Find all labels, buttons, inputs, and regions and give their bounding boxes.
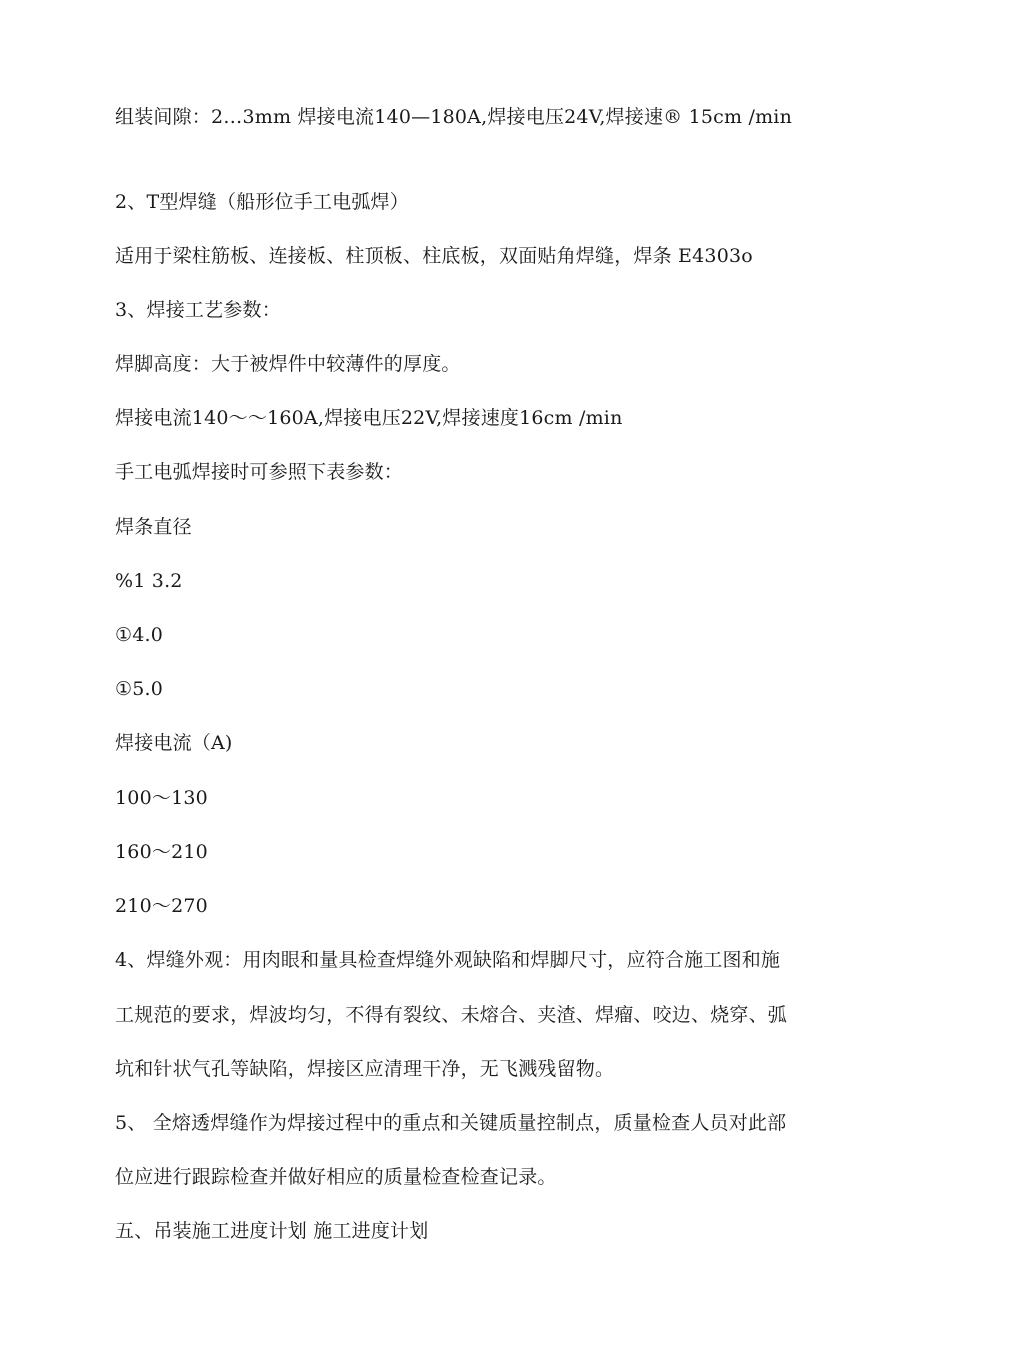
paragraph-leg-height: 焊脚高度：大于被焊件中较薄件的厚度。 [115,353,461,375]
paragraph-appearance-3: 坑和针状气孔等缺陷，焊接区应清理干净，无飞溅残留物。 [115,1058,615,1080]
table-value-diameter-3: ①5.0 [115,678,164,700]
paragraph-table-intro: 手工电弧焊接时可参照下表参数： [115,461,404,483]
paragraph-full-penetration-1: 5、 全熔透焊缝作为焊接过程中的重点和关键质量控制点，质量检查人员对此部 [115,1112,787,1134]
table-label-current: 焊接电流（A) [115,732,233,754]
heading-t-weld: 2、T型焊缝（船形位手工电弧焊） [115,191,409,213]
table-value-diameter-1: %1 3.2 [115,570,183,592]
table-value-current-3: 210～270 [115,895,208,917]
paragraph-full-penetration-2: 位应进行跟踪检查并做好相应的质量检查检查记录。 [115,1166,557,1188]
table-value-current-1: 100～130 [115,787,208,809]
paragraph-appearance-1: 4、焊缝外观：用肉眼和量具检查焊缝外观缺陷和焊脚尺寸，应符合施工图和施 [115,949,781,971]
paragraph-current-voltage: 焊接电流140～～160A,焊接电压22V,焊接速度16cm /min [115,407,623,429]
paragraph-assembly-gap: 组装间隙：2…3mm 焊接电流140—180A,焊接电压24V,焊接速® 15cm /min [115,106,793,128]
heading-weld-params: 3、焊接工艺参数： [115,299,281,321]
paragraph-applicable: 适用于梁柱筋板、连接板、柱顶板、柱底板，双面贴角焊缝，焊条 E4303o [115,245,753,267]
table-label-diameter: 焊条直径 [115,516,192,538]
table-value-diameter-2: ①4.0 [115,624,164,646]
paragraph-appearance-2: 工规范的要求，焊波均匀，不得有裂纹、未熔合、夹渣、焊瘤、咬边、烧穿、弧 [115,1004,788,1026]
table-value-current-2: 160～210 [115,841,208,863]
heading-schedule: 五、吊装施工进度计划 施工进度计划 [115,1220,429,1242]
